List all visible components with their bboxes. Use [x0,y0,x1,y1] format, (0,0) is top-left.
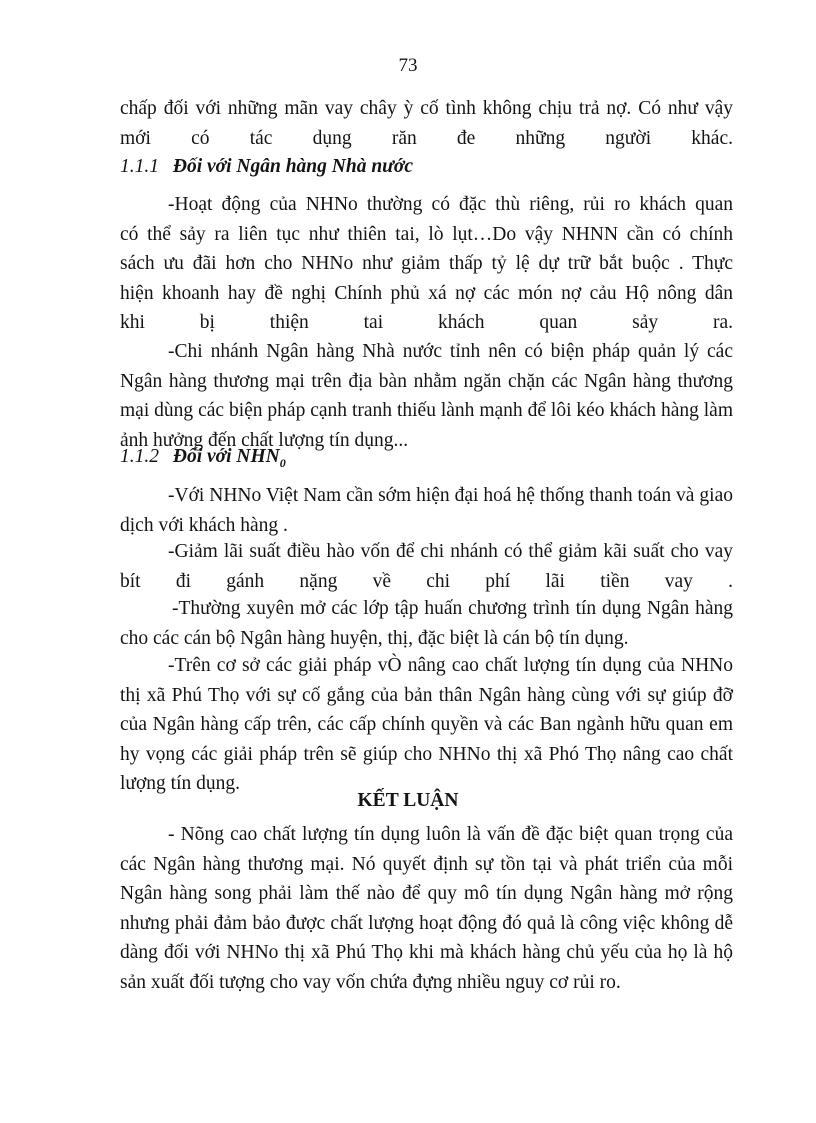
section-2-paragraph-4 [120,651,733,799]
intro-line-2: mới có tác dụng răn đe những người khác. [120,127,733,149]
section-1-paragraph-1 [120,190,733,338]
intro-paragraph [120,94,733,153]
s2p4-text: -Trên cơ sở các giải pháp vÒ nâng cao chất lượng tín dụng của NHNo thị xã Phú Thọ với sự cố gắng của bản thân Ngân hàng cùng với sự giúp đỡ của Ngân hàng cấp trên, các cấp chính quyền và các Ban ngành hữu quan em hy vọng các giải pháp trên sẽ giúp cho NHNo thị xã Phó Thọ nâng cao chất lượng tín dụng. [120,655,733,794]
s2p2-text: -Giảm lãi suất điều hào vốn để chi nhánh có thể giảm kãi suất cho vay bít đi gánh nặng về chi phí lãi tiền vay . [120,541,733,592]
section-2-paragraph-1 [120,481,733,540]
s1p1-line-4: hiện khoanh hay đề nghị Chính phủ xá nợ các món nợ cảu Hộ nông dân [120,282,733,304]
s1p2-text: -Chi nhánh Ngân hàng Nhà nước tỉnh nên có biện pháp quản lý các Ngân hàng thương mại trên địa bàn nhằm ngăn chặn các Ngân hàng thương mại dùng các biện pháp cạnh tranh thiếu lành mạnh để lôi kéo khách hàng làm ảnh hưởng đến chất lượng tín dụng... [120,341,733,451]
s1p1-line-1: -Hoạt động của NHNo thường có đặc thù riêng, rủi ro khách quan [168,194,733,215]
s2p1-text: -Với NHNo Việt Nam cần sớm hiện đại hoá hệ thống thanh toán và giao dịch với khách hàng . [120,485,733,536]
intro-line-1: chấp đối với những mãn vay chây ỳ cố tình không chịu trả nợ. Có như vậy [120,98,733,119]
section-heading-2 [120,446,286,471]
section-2-paragraph-2 [120,537,733,596]
section-2-paragraph-3 [120,594,733,653]
section-number-1: 1.1.1 [120,156,159,177]
s1p1-line-3: sách ưu đãi hơn cho NHNo như giảm thấp tỷ lệ dự trữ bắt buộc . Thực [120,253,733,274]
s2p3-text: -Thường xuyên mở các lớp tập huấn chương trình tín dụng Ngân hàng cho các cán bộ Ngân hàng huyện, thị, đặc biệt là cán bộ tín dụng. [120,598,733,649]
section-title-2 [172,446,286,470]
conclusion-title: KẾT LUẬN [357,790,459,811]
section-number-2: 1.1.2 [120,446,159,467]
section-title-1: Đối với Ngân hàng Nhà nước [172,156,413,177]
section-heading-1 [120,156,413,178]
s1p1-line-5: khi bị thiện tai khách quan sảy ra. [120,312,733,333]
s1p1-line-2: có thể sảy ra liên tục như thiên tai, lò lụt…Do vậy NHNN cần có chính [120,223,733,245]
section-title-2-subscript: 0 [279,455,286,470]
section-title-2-text: Đối với NHN [172,446,280,467]
conclusion-paragraph [120,820,733,997]
conclusion-text: - Nõng cao chất lượng tín dụng luôn là vấn đề đặc biệt quan trọng của các Ngân hàng thương mại. Nó quyết định sự tồn tại và phát triển của mỗi Ngân hàng song phải làm thế nào để quy mô tín dụng Ngân hàng mở rộng nhưng phải đảm bảo được chất lượng hoạt động đó quả là công việc không dễ dàng đối với NHNo thị xã Phú Thọ khi mà khách hàng chủ yếu của họ là hộ sản xuất đối tượng cho vay vốn chứa đựng nhiều nguy cơ rủi ro. [120,824,733,993]
section-1-paragraph-2 [120,337,733,455]
page-number: 73 [398,55,418,76]
